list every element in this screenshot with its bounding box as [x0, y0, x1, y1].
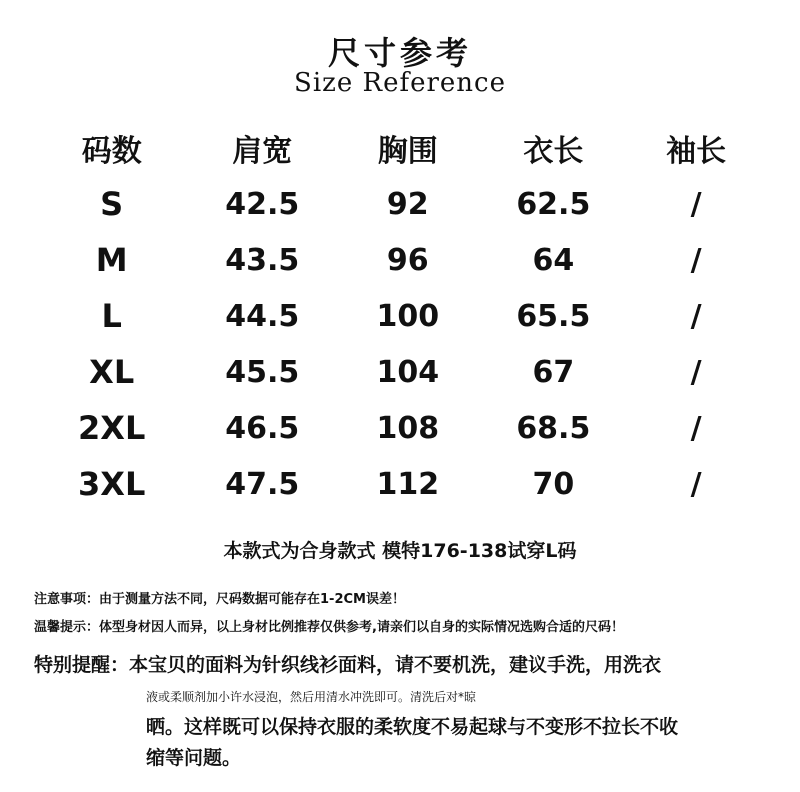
tips-note: 温馨提示：体型身材因人而异，以上身材比例推荐仅供参考,请亲们以自身的实际情况选购合适的尺码！ [34, 620, 624, 635]
cell-shoulder: 46.5 [225, 410, 300, 446]
cell-sleeve: / [690, 242, 702, 278]
table-row [40, 232, 760, 288]
special-reminder-small: 液或柔顺剂加小许水浸泡，然后用清水冲洗即可。清洗后对*晾 [146, 690, 477, 704]
cell-chest: 104 [376, 354, 440, 390]
column-header-sleeve: 袖长 [666, 134, 727, 169]
cell-length: 62.5 [516, 186, 591, 222]
special-line-2: 晒。这样既可以保持衣服的柔软度不易起球与不变形不拉长不收 [146, 716, 679, 738]
special-line-3: 缩等问题。 [146, 747, 242, 769]
column-header-shoulder: 肩宽 [232, 134, 293, 169]
cell-chest: 100 [376, 298, 440, 334]
cell-length: 70 [532, 466, 575, 502]
table-row [40, 344, 760, 400]
column-header-length: 衣长 [523, 134, 584, 169]
table-row [40, 400, 760, 456]
cell-size: M [95, 241, 128, 279]
cell-shoulder: 43.5 [225, 242, 300, 278]
table-header-row [40, 120, 760, 176]
cell-sleeve: / [690, 466, 702, 502]
attention-note: 注意事项：由于测量方法不同，尺码数据可能存在1-2CM误差！ [34, 592, 405, 607]
special-reminder-continued [146, 712, 776, 774]
cell-sleeve: / [690, 186, 702, 222]
cell-size: L [101, 297, 122, 335]
cell-chest: 108 [376, 410, 440, 446]
cell-size: XL [89, 353, 135, 391]
cell-length: 67 [532, 354, 575, 390]
cell-chest: 92 [386, 186, 429, 222]
cell-length: 65.5 [516, 298, 591, 334]
table-row [40, 176, 760, 232]
cell-size: S [100, 185, 124, 223]
cell-shoulder: 44.5 [225, 298, 300, 334]
cell-sleeve: / [690, 354, 702, 390]
column-header-size: 码数 [81, 134, 142, 169]
page-title: 尺寸参考 [327, 34, 472, 72]
size-table [40, 120, 760, 512]
cell-size: 3XL [78, 465, 146, 503]
page-subtitle: Size Reference [294, 68, 506, 98]
cell-sleeve: / [690, 298, 702, 334]
fit-note: 本款式为合身款式 模特176-138试穿L码 [223, 540, 577, 562]
cell-length: 68.5 [516, 410, 591, 446]
cell-shoulder: 42.5 [225, 186, 300, 222]
cell-sleeve: / [690, 410, 702, 446]
special-reminder: 特别提醒：本宝贝的面料为针织线衫面料，请不要机洗，建议手洗，用洗衣 [34, 654, 662, 676]
cell-shoulder: 47.5 [225, 466, 300, 502]
cell-shoulder: 45.5 [225, 354, 300, 390]
cell-chest: 112 [376, 466, 440, 502]
cell-size: 2XL [78, 409, 146, 447]
column-header-chest: 胸围 [377, 134, 438, 169]
table-row [40, 288, 760, 344]
cell-chest: 96 [386, 242, 429, 278]
table-row [40, 456, 760, 512]
cell-length: 64 [532, 242, 575, 278]
